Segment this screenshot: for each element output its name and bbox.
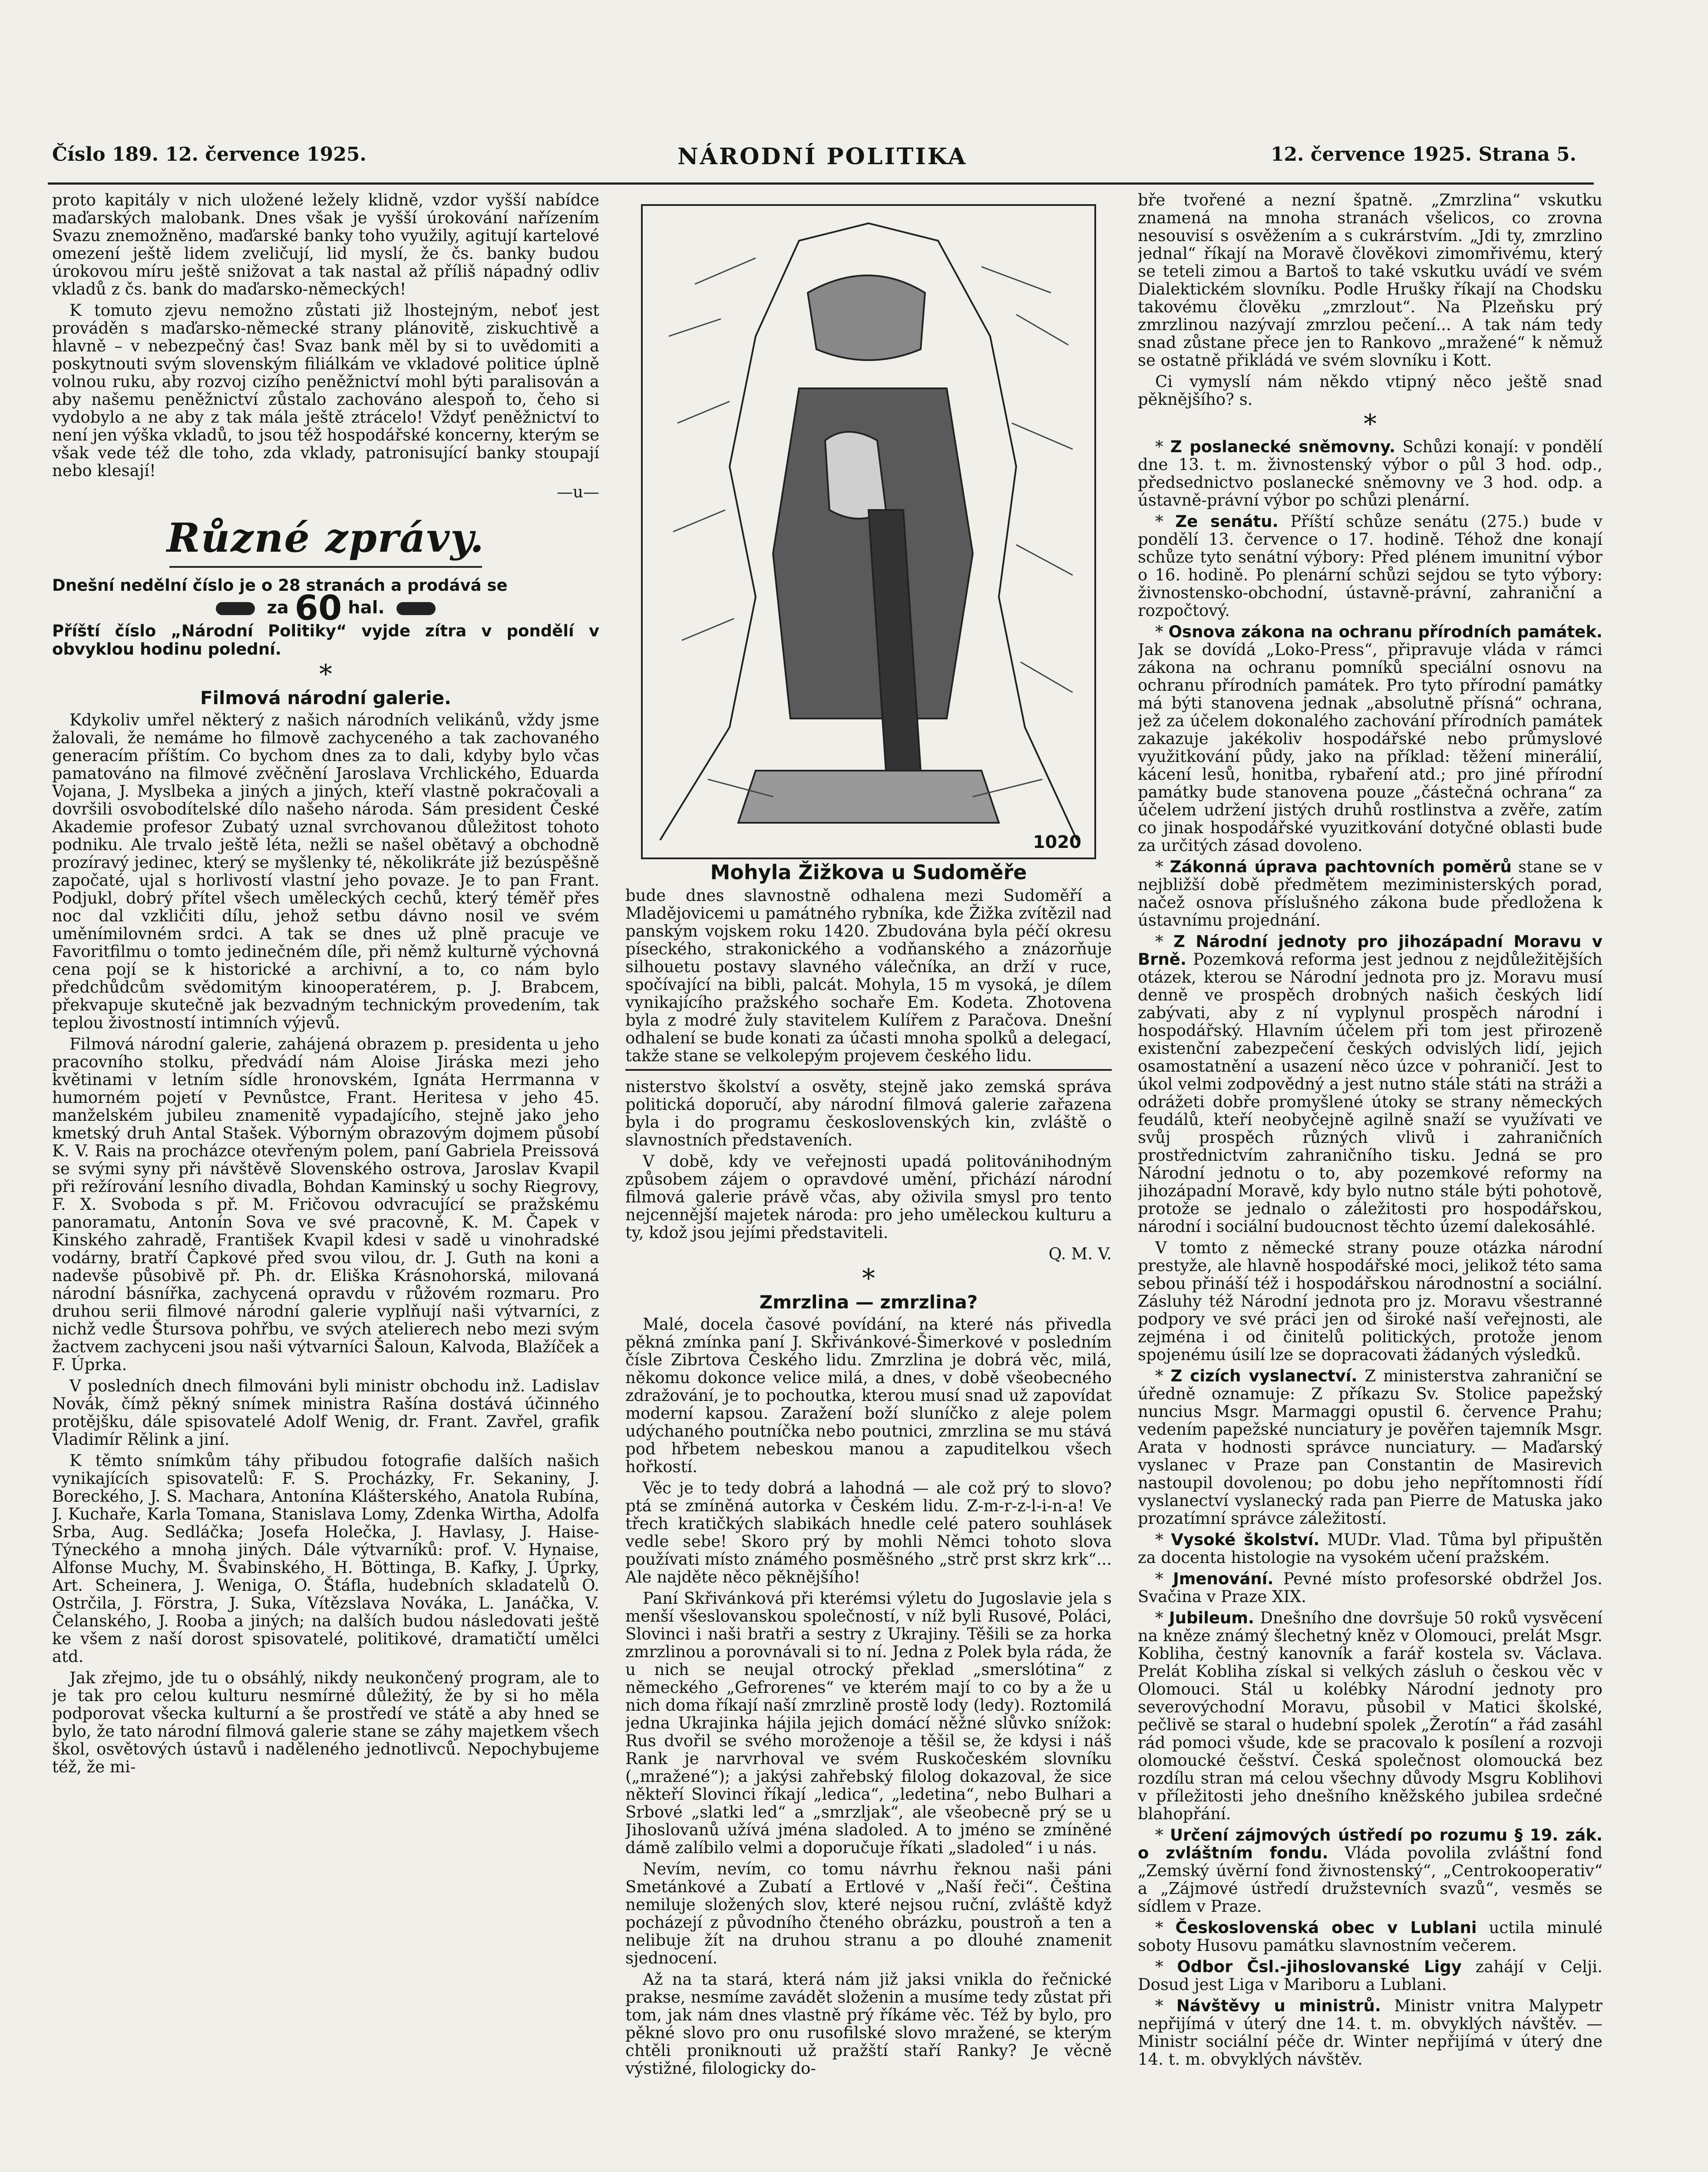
- pointing-hand-icon: [216, 602, 255, 615]
- news-text: Z ministerstva zahraniční se úředně oznamuje: Z příkazu Sv. Stolice papežský nuncius Msgr. Marmaggi opustil 6. července Prahu; vedením papežské nunciatury je pověřen tajemník Msgr. Arata v hodnosti správce nunciatury. — Maďarský vyslanec v Praze pan Constantin de Masirevich nastoupil dovolenou; po dobu jeho nepřítomnosti řídí vyslanectví vyslanecký rada pan Pierre de Matuska jako prozatímní správce záležitostí.: [1138, 1367, 1602, 1528]
- news-item-continued: V tomto z německé strany pouze otázka národní prestyže, ale hlavně hospodářské moci, jelikož této sama sebou přináší též i hospodářskou národnostní a sociální. Zásluhy též Národní jednota pro jz. Moravu všestranné podpory ve své práci jen od široké naší veřejnosti, ale zejména i od činitelů politických, protože jenom spojenému úsilí lze se dopracovati žádaných výsledků.: [1138, 1238, 1602, 1364]
- article-ice-cream-para: Malé, docela časové povídání, na které nás přivedla pěkná zmínka paní J. Skřivánkové-Šimerkové v posledním čísle Zibrtova Českého lidu. Zmrzlina je dobrá věc, milá, někomu dokonce velice milá, a dnes, v době všeobecného zdražování, je to pochoutka, kterou musí snad už zapovídat moderní kapsou. Zaražení boží sluníčko z aleje polem udýchaného poutníčka nebo poutnici, zmrzlina se mu stává pod hřbetem nebeskou manou a zapuditelkou všech hořkostí.: [625, 1315, 1112, 1476]
- masthead-title: NÁRODNÍ POLITIKA: [677, 143, 968, 170]
- news-title: Z Národní jednoty pro jihozápadní Moravu v Brně.: [1138, 932, 1602, 969]
- article-film-para: Jak zřejmo, jde tu o obsáhlý, nikdy neukončený program, ale to je tak pro celou kulturu nesmírné důležitý, že by si ho měla podporovat všecka kulturní a še prostředí ve státě a aby hned se bylo, že tato národní filmová galerie stane se záhy majetkem všech škol, osvětových ústavů i naděleného jednotlivců. Nepochybujeme též, že mi-: [52, 1668, 599, 1776]
- article-ice-cream-end: [1138, 373, 1602, 408]
- news-item: * Odbor Čsl.-jihoslovanské Ligy zahájí v Celji. Dosud jest Liga v Mariboru a Lublani.: [1138, 1957, 1602, 1994]
- header-rule: [48, 182, 1594, 185]
- news-title: Z poslanecké sněmovny.: [1170, 437, 1396, 456]
- news-text: MUDr. Vlad. Tůma byl připuštěn za docenta histologie na vysokém učení pražském.: [1138, 1530, 1602, 1567]
- news-title: Z cizích vyslanectví.: [1170, 1367, 1358, 1385]
- news-title: Určení zájmových ústředí po rozumu § 19. zák. o zvláštním fondu.: [1138, 1826, 1602, 1862]
- star-separator: *: [319, 659, 332, 689]
- news-text: Pevné místo profesorské obdržel Jos. Svačina v Praze XIX.: [1138, 1569, 1602, 1606]
- news-text: zahájí v Celji. Dosud jest Liga v Mariboru a Lublani.: [1138, 1957, 1602, 1994]
- section-title-various-news: Různé zprávy.: [166, 514, 485, 561]
- news-title: Ze senátu.: [1175, 512, 1279, 531]
- article-ice-cream-para: Až na ta stará, která nám již jaksi vnikla do řečnické prakse, nesmíme zavádět složenin a musíme tedy zůstat při tom, jak nám dnes vlastně prý říkáme věc. Též by bylo, pro pěkné slovo pro onu rusofilské slovo mražené, se kterým chtěli proniknouti už pražští staří Ranky? Je věcně výstižné, filologicky do-: [625, 1970, 1112, 2078]
- news-title: Návštěvy u ministrů.: [1176, 1997, 1381, 2015]
- article-banks-end: proto kapitály v nich uložené ležely klidně, vzdor vyšší nabídce maďarských malobank. Dnes však je vyšší úrokování nařízením Svazu znemožněno, maďarské banky toho využily, agitují kartelové omezení ještě lidem zveličují, lid myslí, že čs. banky budou úrokovou míru ještě snižovat a tak nastal až příliš nápadný odliv vkladů z čs. bank do maďarsko-německých!: [52, 191, 599, 298]
- section-title-underline: [169, 566, 482, 568]
- article-signature: Q. M. V.: [1048, 1245, 1112, 1263]
- price-line: [52, 589, 599, 628]
- article-film-continued: V době, kdy ve veřejnosti upadá politovánihodným způsobem zájem o opravdové umění, přichází národní filmová galerie právě včas, aby oživila smysl pro tento nejcennější majetek národa: pro jeho uměleckou kulturu a ty, kdož jsou jejími představiteli.: [625, 1152, 1112, 1242]
- article-film-para: K těmto snímkům táhy přibudou fotografie dalších našich vynikajících spisovatelů: F. S. Procházky, Fr. Sekaniny, J. Boreckého, J. S. Machara, Antonína Klášterského, Anatola Rubína, J. Kuchaře, Karla Tomana, Stanislava Lomy, Zdenka Wirtha, Adolfa Srba, Aug. Sedláčka; Josefa Holečka, J. Havlasy, J. Haise-Týneckého a mnoha jiných. Dále výtvarníků: prof. V. Hynaise, Alfonse Muchy, M. Švabinského, H. Böttinga, B. Kafky, J. Úprky, Art. Scheinera, J. Weniga, O. Štáfla, hudebních skladatelů O. Ostrčila, J. Förstra, J. Suka, Vítězslava Nováka, L. Janáčka, V. Čelanského, J. Rooba a jiných; na dalších budou následovati ještě ke všem z naší dorost spisovatelé, politikové, dramatičtí umělci atd.: [52, 1451, 599, 1666]
- news-text: Jak se dovídá „Loko-Press“, připravuje vláda v rámci zákona na ochranu pomníků speciální osnovu na ochranu přírodních památek. Pro tyto přírodní památky má býti stanovena jednak „absolutně přísná“ ochrana, jež za účelem dokonalého zachování přírodních památek zakazuje jakékoliv hospodářské nebo průmyslové využitkování půdy, jako na příklad: těžení minerálií, kácení lesů, honitba, rybaření atd.; pro jiné přírodní památky bude stanovena pouze „částečná ochrana“ za účelem udržení jistých druhů rostlinstva a zvěře, zatím co jinak hospodářské vyuzitkování dotyčné oblasti bude za určitých zásad dovoleno.: [1138, 640, 1602, 855]
- price-prefix: za: [267, 598, 289, 618]
- column-left: [52, 191, 599, 2172]
- news-text: Ministr vnitra Malypetr nepřijímá v úterý dne 14. t. m. obvyklých návštěv. — Ministr sociální péče dr. Winter nepřijímá v úterý dne 14. t. m. obvyklých návštěv.: [1138, 1997, 1602, 2069]
- pointing-hand-icon: [396, 602, 436, 615]
- news-item: * Určení zájmových ústředí po rozumu § 19. zák. o zvláštním fondu. Vláda povolila zvláštní fond „Zemský úvěrní fond živnostenský“, „Centrokooperativ“ a „Zájmové ústředí družstevních svazů“, vesměs se sídlem v Praze.: [1138, 1826, 1602, 1916]
- news-title: Jubileum.: [1169, 1609, 1254, 1627]
- price-value: 60: [294, 589, 342, 628]
- news-item: * Návštěvy u ministrů. Ministr vnitra Malypetr nepřijímá v úterý dne 14. t. m. obvyklých návštěv. — Ministr sociální péče dr. Winter nepřijímá v úterý dne 14. t. m. obvyklých návštěv.: [1138, 1997, 1602, 2069]
- news-title: Jmenování.: [1173, 1569, 1274, 1588]
- news-item: * Jmenování. Pevné místo profesorské obdržel Jos. Svačina v Praze XIX.: [1138, 1569, 1602, 1606]
- article-title-ice-cream: Zmrzlina — zmrzlina?: [759, 1291, 978, 1313]
- monument-text: bude dnes slavnostně odhalena mezi Sudoměří a Mladějovicemi u památného rybníka, kde Žižka zvítězil nad panským vojskem roku 1420. Zbudována byla péčí okresu píseckého, strakonického a vodňanského a znázorňuje silhouetu postavy slavného válečníka, an drží v ruce, spočívající na bibli, palcát. Mohyla, 15 m vysoká, je dílem vynikajícího pražského sochaře Em. Kodeta. Zhotovena byla z modré žuly stavitelem Kulířem z Paračova. Dnešní odhalení se bude konati za účasti mnoha spolků a delegací, takže stane se velkolepým projevem českého lidu.: [625, 886, 1112, 1065]
- news-item: * Z poslanecké sněmovny. Schůzi konají: v pondělí dne 13. t. m. živnostenský výbor o půl 3 hod. odp., předsednictvo poslanecké sněmovny ve 3 hod. odp. a ústavně-právní výbor po schůzi plenární.: [1138, 437, 1602, 510]
- news-item: * Ze senátu. Příští schůze senátu (275.) bude v pondělí 13. července o 17. hodině. Téhož dne konají schůze tyto senátní výbory: Před plénem imunitní výbor o 16. hodině. Po plenární schůzi sejdou se tyto výbory: živnostensko-obchodní, ústavně-právní, zahraniční a rozpočtový.: [1138, 512, 1602, 620]
- news-item: * Vysoké školství. MUDr. Vlad. Tůma byl připuštěn za docenta histologie na vysokém učení pražském.: [1138, 1530, 1602, 1567]
- news-title: Odbor Čsl.-jihoslovanské Ligy: [1177, 1957, 1462, 1976]
- article-film-para: V posledních dnech filmováni byli ministr obchodu inž. Ladislav Novák, čímž pěkný snímek ministra Rašína dostává účinného protějšku, dále spisovatelé Adolf Wenig, dr. Frant. Zavřel, grafik Vladimír Rělink a jiní.: [52, 1376, 599, 1449]
- news-title: Československá obec v Lublani: [1175, 1918, 1477, 1937]
- column-separator: [625, 1069, 1112, 1071]
- column-middle: [625, 191, 1112, 2172]
- article-ice-cream-end: bře tvořené a nezní špatně. „Zmrzlina“ vskutku znamená na mnoha stranách všelicos, co zrovna nesouvisí s osvěžením a s cukrárstvím. „Jdi ty, zmrzlino jednal“ říkají na Moravě člověkovi zimomřivému, který se teteli zimou a Bartoš to také vskutku uvádí ve svém Dialektickém slovníku. Podle Hrušky říkají na Chodsku takovému člověku „zmrzlout“. Na Plzeňsku prý zmrzlinou nazývají zmrzlou pečení... A tak nám tedy snad zůstane přece jen to Rankovo „mražené“ k němuž se ostatně přikládá ve svém slovníku i Kott.: [1138, 191, 1602, 370]
- news-text: uctila minulé soboty Husovu památku slavnostním večerem.: [1138, 1918, 1602, 1955]
- news-text: Vláda povolila zvláštní fond „Zemský úvěrní fond živnostenský“, „Centrokooperativ“ a „Zájmové ústředí družstevních svazů“, vesměs se sídlem v Praze.: [1138, 1844, 1602, 1916]
- article-film-para: Filmová národní galerie, zahájená obrazem p. presidenta u jeho pracovního stolku, předvádí nám Aloise Jiráska mezi jeho květinami v letním sídle hronovském, Ignáta Herrmanna v humorném pojetí v Pevnůstce, Frant. Heritesa v jeho 45. manželském jubileu znamenitě vypadajícího, stejně jako jeho kmetský druh Antal Stašek. Výborným obrazovým dojmem působí K. V. Rais na procházce otevřeným polem, paní Gabriela Preissová se svými syny při návštěvě Slovenského ostrova, Jaroslav Kvapil při režírování lesního divadla, Bohdan Kaminský u sochy Riegrovy, F. X. Svoboda s př. M. Fričovou odvracující se pražskému panoramatu, Antonín Sova ve své pracovně, K. M. Čapek v Kinského zahradě, František Kvapil kdesi v sadě u vinohradské vodárny, bratří Čapkové před svou vilou, dr. J. Guth na koni a nadevše působivě př. Ph. dr. Eliška Krásnohorská, milovaná národní básnířka, zachycená opravdu v růžovém rozmaru. Pro druhou serii filmové národní galerie vyplňují naši výtvarníci, z nichž vedle Štursova pohřbu, ve svých atelierech nebo mezi svým žactvem zachyceni jsou naši výtvarníci Šaloun, Kalvoda, Blažíček a F. Úprka.: [52, 1034, 599, 1374]
- closing-question: Ci vymyslí nám někdo vtipný něco ještě snad pěknějšího?: [1138, 372, 1602, 409]
- article-film-para: Kdykoliv umřel některý z našich národních velikánů, vždy jsme žalovali, že nemáme ho filmově zachyceného a tak zachovaného generacím příštím. Co bychom dnes za to dali, kdyby bylo včas pamatováno na filmové zvěčnění Jaroslava Vrchlického, Eduarda Vojana, J. Myslbeka a jiných a jiných, kteří vlastně pokračovali a dovršili osvobodítelské dílo našeho národa. Sám president České Akademie profesor Zubatý uznal svrchovanou důležitost tohoto podniku. Ale trvalo ještě léta, nežli se našel obětavý a obchodně prozíravý jedinec, který se myšlenky té, několikráte již bezúspěšně započaté, ujal s horlivostí vlastní jeho povaze. Je to pan Frant. Podjukl, dobrý přítel všech uměleckých cechů, který téměř přes noc dal vzkličiti dílu, jehož setbu dávno nosil ve svém uměnímilovném srdci. A tak se dnes už plně pracuje ve Favoritfilmu o tomto jedinečném díle, při němž kulturně výchovná cena pojí se k historické a archivní, a to, co nám bylo předchůdcům svědomitým kinooperatérem, p. J. Brabcem, překvapuje skutečně jak bezvadným technickým provedením, tak teplou živostností intimních výjevů.: [52, 710, 599, 1032]
- notice-next-issue: Příští číslo „Národní Politiky“ vyjde zítra v pondělí v obvyklou hodinu polední.: [52, 621, 599, 659]
- news-text: Pozemková reforma jest jednou z nejdůležitějších otázek, kterou se Národní jednota pro jz. Moravu musí denně ve prospěch drobných našich českých lidí zabývati, aby z ní vyplynul prospěch národní i hospodářský. Hlavním účelem při tom jest přirozeně existenční zabezpečení českých odvislých lidí, jejich osamostatnění a usazení něco úzce v pohraničí. Jest to úkol velmi zodpovědný a jest nutno stále státi na stráži a odrážeti dobře promyšlené útoky se strany německých feudálů, kteří neobyčejně agilně snaží se využívati ve svůj prospěch různých vlivů i zahraničních prostřednictvím zahraničního tisku. Jedná se pro Národní jednotu o to, aby pozemkové reformy na jihozápadní Moravě, kdy bylo nutno stále býti pohotově, protože se jednalo o záležitosti pro hospodářskou, národní i sociální budoucnost těchto území dalekosáhlé.: [1138, 950, 1602, 1236]
- news-item: * Z cizích vyslanectví. Z ministerstva zahraniční se úředně oznamuje: Z příkazu Sv. Stolice papežský nuncius Msgr. Marmaggi opustil 6. července Prahu; vedením papežské nunciatury je pověřen tajemník Msgr. Arata v hodnosti správce nunciatury. — Maďarský vyslanec v Praze pan Constantin de Masirevich nastoupil dovolenou; po dobu jeho nepřítomnosti řídí vyslanectví vyslanecký rada pan Pierre de Matuska jako prozatímní správce záležitostí.: [1138, 1367, 1602, 1528]
- news-text: Schůzi konají: v pondělí dne 13. t. m. živnostenský výbor o půl 3 hod. odp., předsednictvo poslanecké sněmovny ve 3 hod. odp. a ústavně-právní výbor po schůzi plenární.: [1138, 437, 1602, 510]
- newspaper-page: [30, 0, 1602, 2172]
- article-title-film-gallery: Filmová národní galerie.: [200, 687, 452, 709]
- star-separator: *: [1364, 409, 1377, 439]
- article-signature: s.: [1239, 390, 1253, 409]
- news-title: Osnova zákona na ochranu přírodních památek.: [1168, 622, 1602, 641]
- header-issue-date: Číslo 189. 12. července 1925.: [52, 143, 367, 166]
- zizka-monument-illustration: [641, 204, 1096, 859]
- news-item: * Z Národní jednoty pro jihozápadní Moravu v Brně. Pozemková reforma jest jednou z nejdůležitějších otázek, kterou se Národní jednota pro jz. Moravu musí denně ve prospěch drobných našich českých lidí zabývati, aby z ní vyplynul prospěch národní i hospodářský. Hlavním účelem při tom jest přirozeně existenční zabezpečení českých odvislých lidí, jejich osamostatnění a usazení něco úzce v pohraničí. Jest to úkol velmi zodpovědný a jest nutno stále státi na stráži a odrážeti dobře promyšlené útoky se strany německých feudálů, kteří neobyčejně agilně snaží se využívati ve svůj prospěch různých vlivů i zahraničních prostřednictvím zahraničního tisku. Jedná se pro Národní jednotu o to, aby pozemkové reformy na jihozápadní Moravě, kdy bylo nutno stále býti pohotově, protože se jednalo o záležitosti pro hospodářskou, národní i sociální budoucnost těchto území dalekosáhlé.: [1138, 932, 1602, 1236]
- news-item: * Jubileum. Dnešního dne dovršuje 50 roků vysvěcení na kněze známý šlechetný kněz v Olomouci, prelát Msgr. Kobliha, čestný kanovník a farář kostela sv. Václava. Prelát Kobliha získal si velkých zásluh o českou věc v Olomouci. Stál u kolébky Národní jednoty pro severovýchodní Moravu, působil v Matici školské, pečlivě se staral o hudební spolek „Žerotín“ a řád zasáhl rád pomoci všude, kde se pracovalo k posílení a rozvoji olomoucké češství. Česká společnost olomoucká bez rozdílu stran má celou všechny důvody Msgru Koblihovi v příležitosti jeho dnešního kněžského jubilea srdečné blahopřání.: [1138, 1609, 1602, 1823]
- star-separator: *: [862, 1263, 875, 1294]
- monument-sketch-icon: [643, 206, 1094, 858]
- article-ice-cream-para: Nevím, nevím, co tomu návrhu řeknou naši páni Smetánkové a Zubatí a Ertlové v „Naší řeči“. Čeština nemiluje složených slov, které nejsou ruční, zvláště když pocházejí z původního čteného obrázku, poustroň a ten a nelibuje žít na druhou stranu a po dlouhé znamenit sjednocení.: [625, 1860, 1112, 1967]
- article-banks-para: K tomuto zjevu nemožno zůstati již lhostejným, neboť jest prováděn s maďarsko-německé strany plánovitě, ziskuchtivě a hlavně – v nebezpečný čas! Svaz bank měl by si to uvědomiti a poskytnouti svým slovenským filiálkám ve vkladové politice úplně volnou ruku, aby rozvoj cizího peněžnictví mohl býti paralisován a aby našemu peněžnictví zůstalo zachováno alespoň to, čeho si vydobylo a ne aby z tak mála ještě ztrácelo! Vždyť peněžnictví to není jen výška vkladů, to jsou též hospodářské koncerny, kterým se však vede též dle toho, zda vklady, patronisující banky stoupají nebo klesají!: [52, 301, 599, 480]
- news-item: * Osnova zákona na ochranu přírodních památek. Jak se dovídá „Loko-Press“, připravuje vláda v rámci zákona na ochranu pomníků speciální osnovu na ochranu přírodních památek. Pro tyto přírodní památky má býti stanovena jednak „absolutně přísná“ ochrana, jež za účelem dokonalého zachování přírodních památek zakazuje jakékoliv hospodářské nebo průmyslové využitkování půdy, jako na příklad: těžení minerálií, kácení lesů, honitba, rybaření atd.; pro jiné přírodní památky bude stanovena pouze „částečná ochrana“ za účelem udržení jistých druhů rostlinstva a zvěře, zatím co jinak hospodářské vyuzitkování dotyčné oblasti bude za určitých zásad dovoleno.: [1138, 622, 1602, 855]
- news-text: Příští schůze senátu (275.) bude v pondělí 13. července o 17. hodině. Téhož dne konají schůze tyto senátní výbory: Před plénem imunitní výbor o 16. hodině. Po plenární schůzi sejdou se tyto výbory: živnostensko-obchodní, ústavně-právní, zahraniční a rozpočtový.: [1138, 512, 1602, 620]
- article-ice-cream-para: Věc je to tedy dobrá a lahodná — ale což prý to slovo? ptá se zmíněná autorka v Českém lidu. Z-m-r-z-l-i-n-a! Ve třech kratičkých slabikách hnedle celé patero souhlásek vedle sebe! Skoro prý by mohli Němci tohoto slova používati místo známého posměšného „strč prst skrz krk“... Ale najděte něco pěknějšího!: [625, 1479, 1112, 1586]
- price-suffix: hal.: [348, 598, 385, 618]
- article-signature: —u—: [557, 483, 599, 501]
- news-title: Zákonná úprava pachtovních poměrů: [1170, 858, 1512, 876]
- illustration-caption: Mohyla Žižkova u Sudoměře: [710, 861, 1027, 884]
- article-film-continued: nisterstvo školství a osvěty, stejně jako zemská správa politická doporučí, aby národní filmová galerie zařazena byla i do programu československých kin, zvláště o slavnostních představeních.: [625, 1077, 1112, 1149]
- notice-sunday-issue: Dnešní nedělní číslo je o 28 stranách a prodává se: [52, 576, 508, 595]
- news-item: * Zákonná úprava pachtovních poměrů stane se v nejbližší době předmětem meziministerských porad, načež osnova příslušného zákona bude předložena k ústavnímu projednání.: [1138, 858, 1602, 930]
- news-text: Dnešního dne dovršuje 50 roků vysvěcení na kněze známý šlechetný kněz v Olomouci, prelát Msgr. Kobliha, čestný kanovník a farář kostela sv. Václava. Prelát Kobliha získal si velkých zásluh o českou věc v Olomouci. Stál u kolébky Národní jednoty pro severovýchodní Moravu, působil v Matici školské, pečlivě se staral o hudební spolek „Žerotín“ a řád zasáhl rád pomoci všude, kde se pracovalo k posílení a rozvoji olomoucké češství. Česká společnost olomoucká bez rozdílu stran má celou všechny důvody Msgru Koblihovi v příležitosti jeho dnešního kněžského jubilea srdečné blahopřání.: [1138, 1609, 1602, 1823]
- artist-signature: 1020: [1033, 832, 1081, 852]
- article-ice-cream-para: Paní Skřivánková při kterémsi výletu do Jugoslavie jela s menší všeslovanskou společností, v níž byli Rusové, Poláci, Slovinci i naši bratři a sestry z Ukrajiny. Těšili se za horka zmrzlinou a porovnávali si to ní. Jedna z Polek byla ráda, že u nich se neujal otrocký překlad „smerslótina“ z německého „Gefrorenes“ ve kterém mají to co by a že u nich doma říkají naší zmrzlině prostě lody (ledy). Roztomilá jedna Ukrajinka hájila jejich domácí něžné slůvko snížok: Rus dvořil se svého moroženoje a těšil se, že kdysi i náš Rank je narvrhoval ve svém Ruskočeském slovníku („mražené“); a jakýsi zahřebský filolog dokazoval, že sice někteří Slovinci říkají „ledica“, „ledetina“, nebo Bulhari a Srbové „slatki led“ a „smrzljak“, ale všeobecně prý se u Jihoslovanů užívá jména sladoled. A to jméno se zmíněné dámě zalíbilo velmi a doporučuje říkati „sladoled“ i u nás.: [625, 1589, 1112, 1857]
- column-right: [1138, 191, 1602, 2172]
- news-text: stane se v nejbližší době předmětem meziministerských porad, načež osnova příslušného zákona bude předložena k ústavnímu projednání.: [1138, 858, 1602, 930]
- news-item: * Československá obec v Lublani uctila minulé soboty Husovu památku slavnostním večerem.: [1138, 1918, 1602, 1955]
- news-title: Vysoké školství.: [1171, 1530, 1320, 1549]
- header-date-page: 12. července 1925. Strana 5.: [1270, 143, 1576, 166]
